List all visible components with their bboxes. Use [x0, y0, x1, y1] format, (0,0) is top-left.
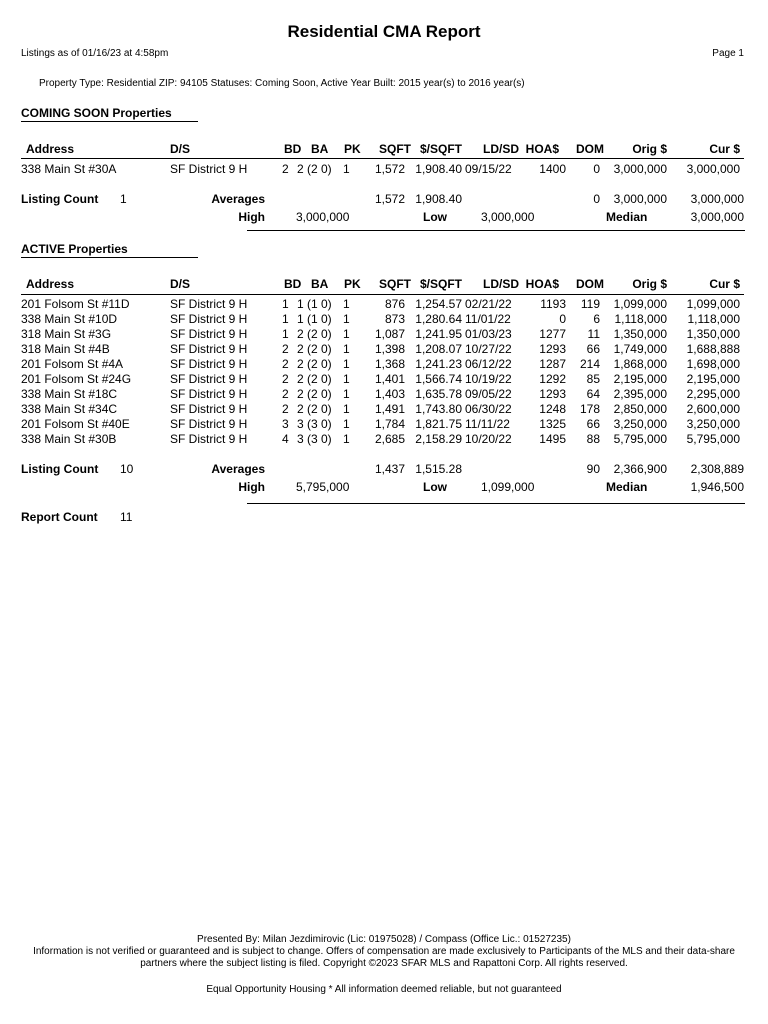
- cell-cur: 2,295,000: [686, 387, 740, 401]
- col-ba: BA: [311, 142, 329, 156]
- cell-bd: 1: [282, 312, 289, 326]
- col-bd: BD: [284, 277, 302, 291]
- search-criteria: Property Type: Residential ZIP: 94105 Statuses: Coming Soon, Active Year Built: 2015 year(s) to 2016 year(s): [39, 78, 525, 89]
- cell-hoa: 1293: [539, 387, 566, 401]
- high-value: 3,000,000: [296, 210, 350, 224]
- summary-rule: [247, 230, 745, 231]
- col-psqft: $/SQFT: [419, 142, 462, 156]
- cell-pk: 1: [343, 162, 350, 176]
- coming-soon-heading: COMING SOON Properties: [21, 106, 172, 120]
- cell-psqft: 1,254.57: [415, 297, 462, 311]
- low-label: Low: [423, 480, 447, 494]
- avg-sqft: 1,437: [374, 462, 405, 476]
- cell-ds: SF District 9 H: [170, 387, 248, 401]
- listing-count-label: Listing Count: [21, 192, 99, 206]
- cell-cur: 3,000,000: [686, 162, 740, 176]
- coming-soon-header-row: [0, 142, 768, 157]
- col-dom: DOM: [576, 277, 604, 291]
- cell-hoa: 1277: [539, 327, 566, 341]
- avg-psqft: 1,908.40: [415, 192, 462, 206]
- cell-cur: 1,099,000: [686, 297, 740, 311]
- cell-dom: 66: [586, 417, 600, 431]
- cell-bd: 3: [282, 417, 289, 431]
- cell-sqft: 1,572: [374, 162, 405, 176]
- cell-dom: 85: [586, 372, 600, 386]
- page-number: Page 1: [712, 48, 744, 59]
- listing-count-label: Listing Count: [21, 462, 99, 476]
- table-row: [0, 312, 768, 327]
- cell-sqft: 1,398: [374, 342, 405, 356]
- cell-ds: SF District 9 H: [170, 312, 248, 326]
- cell-ldsd: 02/21/22: [465, 297, 512, 311]
- active-header-row: [0, 277, 768, 292]
- cell-dom: 214: [579, 357, 600, 371]
- cell-sqft: 873: [384, 312, 405, 326]
- cell-ba: 2 (2 0): [297, 357, 332, 371]
- active-rows: [0, 297, 768, 447]
- cell-psqft: 1,908.40: [415, 162, 462, 176]
- cell-ldsd: 01/03/23: [465, 327, 512, 341]
- cell-psqft: 1,743.80: [415, 402, 462, 416]
- cell-orig: 1,118,000: [614, 312, 667, 326]
- avg-sqft: 1,572: [374, 192, 405, 206]
- col-pk: PK: [344, 277, 361, 291]
- avg-psqft: 1,515.28: [415, 462, 462, 476]
- averages-label: Averages: [211, 462, 265, 476]
- cell-sqft: 1,087: [374, 327, 405, 341]
- cell-ldsd: 11/01/22: [465, 312, 511, 326]
- cell-pk: 1: [343, 372, 350, 386]
- presented-by: Presented By: Milan Jezdimirovic (Lic: 01975028) / Compass (Office Lic.: 01527235): [197, 934, 571, 945]
- cell-pk: 1: [343, 402, 350, 416]
- col-orig: Orig $: [632, 277, 667, 291]
- cell-psqft: 1,280.64: [415, 312, 462, 326]
- cell-bd: 2: [282, 372, 289, 386]
- cell-cur: 1,118,000: [687, 312, 740, 326]
- cell-ds: SF District 9 H: [170, 432, 248, 446]
- cell-orig: 1,099,000: [613, 297, 667, 311]
- cell-pk: 1: [343, 342, 350, 356]
- cell-ba: 2 (2 0): [297, 372, 332, 386]
- report-count: 11: [120, 510, 133, 524]
- summary-rule: [247, 503, 745, 504]
- cell-address: 338 Main St #18C: [21, 387, 118, 401]
- cell-orig: 1,350,000: [613, 327, 667, 341]
- equal-housing-notice: Equal Opportunity Housing * All information deemed reliable, but not guaranteed: [206, 984, 562, 995]
- cell-ba: 2 (2 0): [297, 342, 332, 356]
- averages-label: Averages: [211, 192, 265, 206]
- cell-pk: 1: [343, 327, 350, 341]
- col-ldsd: LD/SD: [483, 142, 519, 156]
- cell-dom: 6: [593, 312, 600, 326]
- avg-orig: 2,366,900: [613, 462, 667, 476]
- high-label: High: [238, 480, 265, 494]
- cell-hoa: 1495: [539, 432, 566, 446]
- cell-pk: 1: [343, 357, 350, 371]
- cell-ba: 3 (3 0): [297, 432, 332, 446]
- cell-psqft: 1,821.75: [415, 417, 462, 431]
- cell-pk: 1: [343, 432, 350, 446]
- listings-as-of: Listings as of 01/16/23 at 4:58pm: [21, 48, 169, 59]
- cell-hoa: 1400: [539, 162, 566, 176]
- avg-orig: 3,000,000: [613, 192, 667, 206]
- high-label: High: [238, 210, 265, 224]
- report-title: Residential CMA Report: [287, 22, 481, 41]
- high-value: 5,795,000: [296, 480, 350, 494]
- table-row: [0, 327, 768, 342]
- cell-ds: SF District 9 H: [170, 342, 248, 356]
- cell-address: 318 Main St #3G: [21, 327, 112, 341]
- col-cur: Cur $: [709, 277, 740, 291]
- col-dom: DOM: [576, 142, 604, 156]
- cell-ds: SF District 9 H: [170, 357, 248, 371]
- cell-ba: 1 (1 0): [297, 312, 332, 326]
- cell-address: 338 Main St #30A: [21, 162, 117, 176]
- cell-address: 318 Main St #4B: [21, 342, 110, 356]
- cell-pk: 1: [343, 312, 350, 326]
- cell-ldsd: 11/11/22: [465, 417, 510, 431]
- col-ds: D/S: [170, 277, 191, 291]
- col-sqft: SQFT: [379, 277, 411, 291]
- cell-orig: 1,749,000: [613, 342, 667, 356]
- col-orig: Orig $: [632, 142, 667, 156]
- cell-cur: 2,195,000: [686, 372, 740, 386]
- cell-sqft: 2,685: [374, 432, 405, 446]
- cell-dom: 88: [586, 432, 600, 446]
- cell-bd: 4: [282, 432, 289, 446]
- median-value: 3,000,000: [690, 210, 744, 224]
- listing-count: 1: [120, 192, 127, 206]
- cell-ldsd: 09/15/22: [465, 162, 512, 176]
- col-ds: D/S: [170, 142, 191, 156]
- cell-address: 201 Folsom St #11D: [21, 297, 130, 311]
- cell-pk: 1: [343, 387, 350, 401]
- cell-orig: 2,850,000: [613, 402, 667, 416]
- cell-address: 338 Main St #30B: [21, 432, 117, 446]
- cell-psqft: 1,208.07: [415, 342, 462, 356]
- cell-ba: 2 (2 0): [297, 327, 332, 341]
- cell-ds: SF District 9 H: [170, 372, 248, 386]
- cell-orig: 2,395,000: [613, 387, 667, 401]
- cell-ba: 2 (2 0): [297, 162, 332, 176]
- median-label: Median: [606, 480, 648, 494]
- cell-ldsd: 06/30/22: [465, 402, 512, 416]
- cell-orig: 5,795,000: [613, 432, 667, 446]
- cell-ldsd: 10/19/22: [465, 372, 512, 386]
- table-row: [0, 402, 768, 417]
- cell-psqft: 1,241.23: [415, 357, 462, 371]
- cell-bd: 2: [282, 357, 289, 371]
- avg-dom: 90: [586, 462, 600, 476]
- cell-hoa: 1193: [540, 297, 566, 311]
- cell-ds: SF District 9 H: [170, 402, 248, 416]
- cell-cur: 2,600,000: [686, 402, 740, 416]
- table-row: [0, 342, 768, 357]
- cell-ba: 1 (1 0): [297, 297, 332, 311]
- disclaimer-line-1: Information is not verified or guaranteed and is subject to change. Offers of compensation are made exclusively to Participants of the MLS and their data-share: [33, 946, 735, 957]
- median-value: 1,946,500: [690, 480, 744, 494]
- cell-bd: 1: [282, 297, 289, 311]
- cell-hoa: 1287: [539, 357, 566, 371]
- cell-address: 201 Folsom St #4A: [21, 357, 124, 371]
- table-row: [0, 162, 768, 177]
- cell-ds: SF District 9 H: [170, 297, 248, 311]
- cell-dom: 178: [579, 402, 600, 416]
- col-sqft: SQFT: [379, 142, 411, 156]
- cell-hoa: 0: [559, 312, 566, 326]
- low-value: 1,099,000: [481, 480, 535, 494]
- avg-dom: 0: [593, 192, 600, 206]
- disclaimer-line-2: partners where the subject listing is filed. Copyright ©2023 SFAR MLS and Rapattoni Corp. All rights reserved.: [140, 958, 628, 969]
- cell-cur: 5,795,000: [686, 432, 740, 446]
- cell-psqft: 1,635.78: [415, 387, 462, 401]
- active-heading: ACTIVE Properties: [21, 242, 128, 256]
- cell-sqft: 1,403: [374, 387, 405, 401]
- cell-address: 201 Folsom St #24G: [21, 372, 132, 386]
- cell-ds: SF District 9 H: [170, 417, 248, 431]
- cell-orig: 2,195,000: [613, 372, 667, 386]
- median-label: Median: [606, 210, 648, 224]
- cell-ba: 2 (2 0): [297, 387, 332, 401]
- cell-dom: 119: [580, 297, 600, 311]
- cell-hoa: 1292: [539, 372, 566, 386]
- cell-orig: 3,000,000: [613, 162, 667, 176]
- table-row: [0, 372, 768, 387]
- col-cur: Cur $: [709, 142, 740, 156]
- cell-bd: 2: [282, 162, 289, 176]
- cell-sqft: 1,784: [374, 417, 405, 431]
- avg-cur: 3,000,000: [690, 192, 744, 206]
- cell-bd: 2: [282, 402, 289, 416]
- table-row: [0, 417, 768, 432]
- cell-ba: 3 (3 0): [297, 417, 332, 431]
- cell-psqft: 2,158.29: [415, 432, 462, 446]
- table-row: [0, 357, 768, 372]
- cell-address: 338 Main St #10D: [21, 312, 118, 326]
- cell-hoa: 1248: [539, 402, 566, 416]
- cell-dom: 11: [587, 327, 600, 341]
- col-hoa: HOA$: [525, 142, 559, 156]
- header-rule: [21, 294, 744, 295]
- cell-ba: 2 (2 0): [297, 402, 332, 416]
- cell-bd: 2: [282, 387, 289, 401]
- col-hoa: HOA$: [525, 277, 559, 291]
- col-pk: PK: [344, 142, 361, 156]
- report-count-label: Report Count: [21, 510, 98, 524]
- avg-cur: 2,308,889: [690, 462, 744, 476]
- cell-hoa: 1325: [539, 417, 566, 431]
- cell-ldsd: 06/12/22: [465, 357, 512, 371]
- col-address: Address: [26, 142, 75, 156]
- cell-pk: 1: [343, 417, 350, 431]
- cell-sqft: 1,401: [374, 372, 405, 386]
- cell-sqft: 1,368: [374, 357, 405, 371]
- listing-count: 10: [120, 462, 134, 476]
- table-row: [0, 297, 768, 312]
- cell-cur: 1,698,000: [686, 357, 740, 371]
- table-row: [0, 387, 768, 402]
- cell-cur: 3,250,000: [686, 417, 740, 431]
- cell-dom: 64: [586, 387, 600, 401]
- cell-dom: 0: [593, 162, 600, 176]
- heading-underline: [21, 121, 198, 122]
- cell-sqft: 876: [384, 297, 405, 311]
- cell-address: 201 Folsom St #40E: [21, 417, 130, 431]
- cell-sqft: 1,491: [374, 402, 405, 416]
- coming-soon-rows: [0, 162, 768, 177]
- cell-ldsd: 10/20/22: [465, 432, 512, 446]
- col-ldsd: LD/SD: [483, 277, 519, 291]
- cell-ds: SF District 9 H: [170, 162, 248, 176]
- table-row: [0, 432, 768, 447]
- col-bd: BD: [284, 142, 302, 156]
- cell-cur: 1,350,000: [686, 327, 740, 341]
- cell-hoa: 1293: [539, 342, 566, 356]
- cell-psqft: 1,566.74: [415, 372, 462, 386]
- cell-orig: 3,250,000: [613, 417, 667, 431]
- cell-cur: 1,688,888: [686, 342, 740, 356]
- cell-dom: 66: [586, 342, 600, 356]
- header-rule: [21, 158, 744, 159]
- cell-bd: 2: [282, 342, 289, 356]
- cell-psqft: 1,241.95: [415, 327, 462, 341]
- cell-ldsd: 10/27/22: [465, 342, 512, 356]
- cell-ds: SF District 9 H: [170, 327, 248, 341]
- cell-ldsd: 09/05/22: [465, 387, 512, 401]
- cell-bd: 1: [282, 327, 289, 341]
- col-ba: BA: [311, 277, 329, 291]
- heading-underline: [21, 257, 198, 258]
- low-value: 3,000,000: [481, 210, 535, 224]
- col-address: Address: [26, 277, 75, 291]
- cell-address: 338 Main St #34C: [21, 402, 118, 416]
- cell-orig: 1,868,000: [613, 357, 667, 371]
- cell-pk: 1: [343, 297, 350, 311]
- col-psqft: $/SQFT: [419, 277, 462, 291]
- low-label: Low: [423, 210, 447, 224]
